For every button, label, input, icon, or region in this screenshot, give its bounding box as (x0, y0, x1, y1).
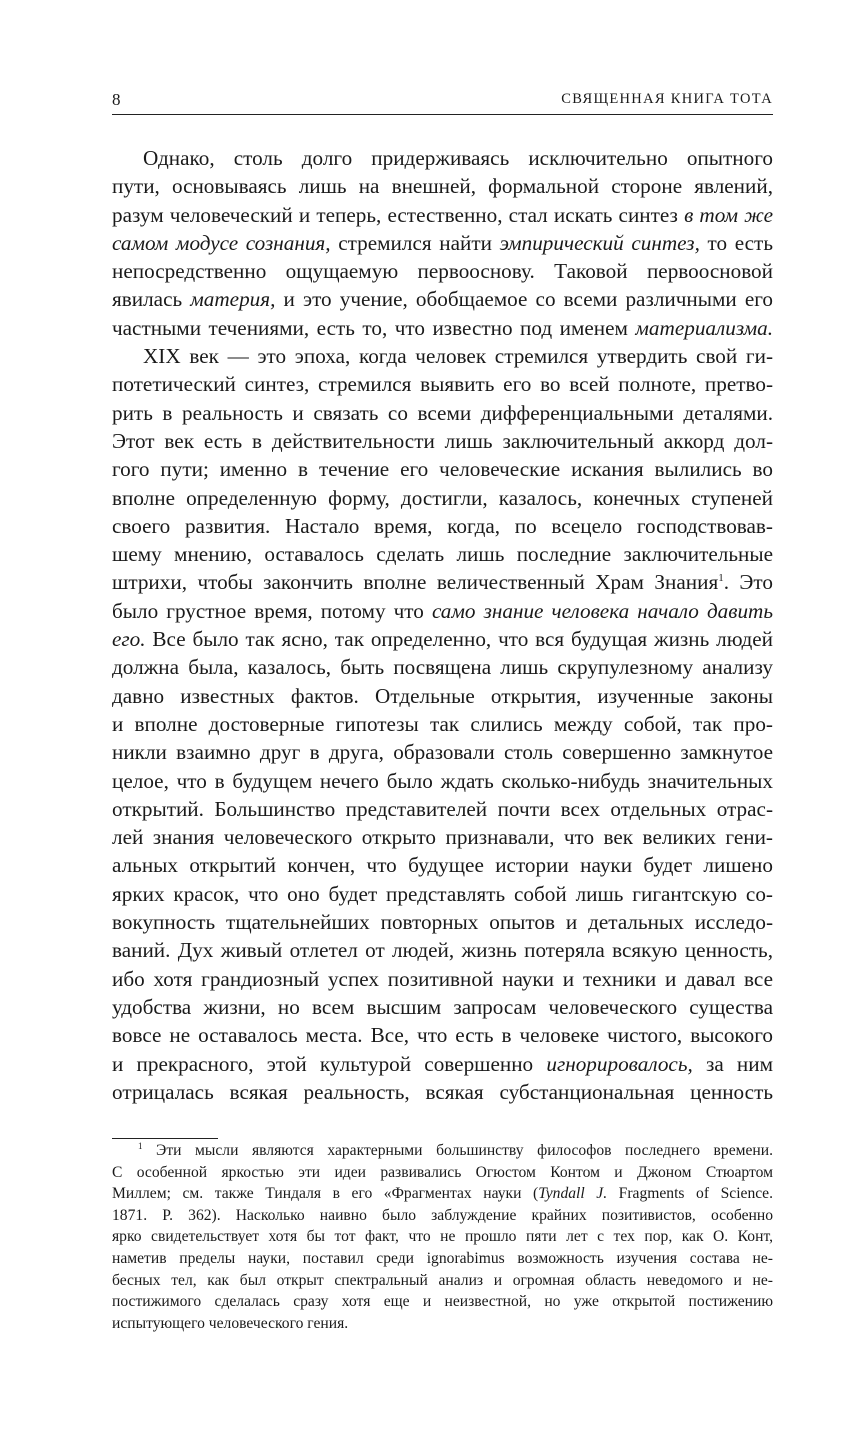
paragraph-1 (112, 144, 773, 342)
emphasis: само знание человека начало давить (431, 598, 774, 623)
emphasis: материализма. (635, 315, 773, 340)
body-text (112, 144, 773, 1106)
footnote-line: наметив пределы науки, поставил среди ignorabimus возможность изучения состава не- (112, 1249, 773, 1267)
text-line: потетический синтез, стремился выявить его во всей полноте, претво- (112, 372, 773, 397)
text-line: разум человеческий и теперь, естественно, стал искать синтез в том же (112, 202, 773, 227)
text-line: отрицалась всякая реальность, всякая субстанциональная ценность (112, 1079, 773, 1104)
footnote-line: ярко свидетельствует хотя бы тот факт, что не прошло пяти лет с тех пор, как О. Конт, (112, 1228, 773, 1246)
footnote-line: С особенной яркостью эти идеи развивались Огюстом Контом и Джоном Стюартом (112, 1163, 773, 1181)
footnote-line: постижимого сделалась сразу хотя еще и неизвестной, но уже открытой постижению (112, 1293, 773, 1311)
text-line: вполне определенную форму, достигли, казалось, конечных ступеней (112, 485, 773, 510)
text-line: лей знания человеческого открыто признавали, что век великих гени- (112, 825, 773, 850)
footnote-line: $^1$ Эти мысли являются характерными большинству философов последнего времени. (138, 1141, 773, 1159)
footnote-marker: 1 (138, 1141, 143, 1151)
text-line: ярких красок, что оно будет представлять собой лишь гигантскую со- (112, 881, 773, 906)
text-line: штрихи, чтобы закончить вполне величественный Храм Знания$^1$. Это (112, 570, 773, 595)
text-line: пути, основываясь лишь на внешней, формальной стороне явлений, (112, 174, 773, 199)
text-line: ибо хотя грандиозный успех позитивной науки и техники и давал все (112, 966, 773, 991)
text-line: и вполне достоверные гипотезы так слились между собой, так про- (112, 711, 773, 736)
text-line: самом модусе сознания, стремился найти эмпирический синтез, то есть (112, 230, 773, 255)
text-line: должна была, казалось, быть посвящена лишь скрупулезному анализу (112, 655, 773, 680)
text-line: XIX век — это эпоха, когда человек стремился утвердить свой ги- (143, 344, 773, 369)
emphasis: в том же (684, 202, 773, 227)
emphasis: эмпирический синтез, (499, 230, 700, 255)
footnote-divider (112, 1138, 218, 1139)
running-title: СВЯЩЕННАЯ КНИГА ТОТА (561, 91, 773, 107)
text-line: целое, что в будущем нечего было ждать сколько-нибудь значительных (112, 768, 773, 793)
emphasis: его. (112, 627, 146, 652)
text-line: и прекрасного, этой культурой совершенно игнорировалось, за ним (112, 1051, 773, 1076)
text-line: удобства жизни, но всем высшим запросам человеческого существа (112, 994, 773, 1019)
text-line: альных открытий кончен, что будущее истории науки будет лишено (112, 853, 773, 878)
page-number: 8 (112, 90, 121, 109)
text-line: частными течениями, есть то, что известно под именем материализма. (112, 315, 773, 340)
footnote-line: бесных тел, как был открыт спектральный анализ и огромная область неведомого и не- (112, 1271, 773, 1289)
emphasis: Tyndall J. (538, 1185, 608, 1203)
footnote (112, 1140, 773, 1334)
text-line: явилась материя, и это учение, обобщаемое со всеми различными его (112, 287, 773, 312)
text-line: открытий. Большинство представителей почти всех отдельных отрас- (112, 796, 773, 821)
emphasis: игнорировалось, (546, 1051, 693, 1076)
footnote-line: испытующего человеческого гения. (112, 1314, 349, 1332)
footnote-line: 1871. P. 362). Насколько наивно было заблуждение крайних позитивистов, особенно (112, 1206, 773, 1224)
emphasis: самом модусе сознания, (112, 230, 331, 255)
text-line: вокупность тщательнейших повторных опытов и детальных исследо- (112, 910, 773, 935)
text-line: было грустное время, потому что само знание человека начало давить (112, 598, 774, 623)
text-line: Этот век есть в действительности лишь заключительный аккорд дол- (112, 428, 773, 453)
text-line: вовсе не оставалось места. Все, что есть в человеке чистого, высокого (112, 1023, 773, 1048)
text-line: никли взаимно друг в друга, образовали столь совершенно замкнутое (112, 740, 773, 765)
page-header (112, 88, 773, 115)
text-line: непосредственно ощущаемую первооснову. Таковой первоосновой (112, 259, 773, 284)
paragraph-2 (112, 342, 773, 1106)
text-line: своего развития. Настало время, когда, по всецело господствовав- (112, 513, 773, 538)
text-line: рить в реальность и связать со всеми дифференциальными деталями. (112, 400, 773, 425)
text-line: шему мнению, оставалось сделать лишь последние заключительные (112, 542, 773, 567)
footnote-line: Миллем; см. также Тиндаля в его «Фрагментах науки (Tyndall J. Fragments of Science. (112, 1185, 773, 1203)
text-line: ваний. Дух живый отлетел от людей, жизнь потеряла всякую ценность, (112, 938, 773, 963)
text-line: гого пути; именно в течение его человеческие искания вылились во (112, 457, 773, 482)
text-line: Однако, столь долго придерживаясь исключительно опытного (143, 146, 773, 170)
footnote-ref[interactable]: 1 (718, 572, 724, 585)
text-line: давно известных фактов. Отдельные открытия, изученные законы (112, 683, 773, 708)
text-line: его. Все было так ясно, так определенно, что вся будущая жизнь людей (112, 627, 773, 652)
emphasis: материя, (190, 287, 276, 312)
